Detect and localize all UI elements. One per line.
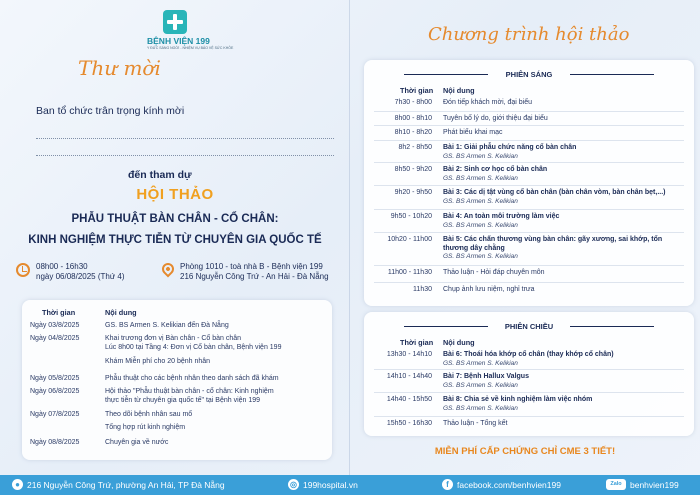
row-divider	[374, 162, 684, 163]
row-divider	[374, 265, 684, 266]
program-time: 7h30 - 8h00	[394, 99, 432, 106]
program-time: 8h00 - 8h10	[394, 115, 432, 122]
row-divider	[374, 392, 684, 393]
row-divider	[374, 185, 684, 186]
row-divider	[374, 369, 684, 370]
row-divider	[374, 111, 684, 112]
program-content	[443, 420, 688, 429]
location-pin-icon	[160, 261, 177, 278]
program-time: 10h20 - 11h00	[387, 236, 432, 243]
talk-title: Bài 3: Các dị tật vùng cổ bàn chân (bàn chân vòm, bàn chân bẹt,...)	[443, 189, 666, 196]
program-item: Chụp ảnh lưu niệm, nghỉ trưa	[443, 286, 535, 293]
session-rule-right	[570, 326, 654, 327]
program-item: Tuyên bố lý do, giới thiệu đại biểu	[443, 115, 548, 122]
program-head-time: Thời gian	[400, 338, 434, 347]
program-time: 9h50 - 10h20	[390, 213, 432, 220]
talk-title: Bài 6: Thoái hóa khớp cổ chân (thay khớp cổ chân)	[443, 351, 614, 358]
talk-title: Bài 8: Chia sẻ về kinh nghiệm làm việc nhóm	[443, 396, 593, 403]
row-divider	[374, 140, 684, 141]
speaker-name: GS. BS Armen S. Kelikian	[443, 359, 518, 367]
program-content	[443, 129, 688, 138]
footer-zalo[interactable]	[606, 479, 679, 491]
schedule-date: Ngày 08/8/2025	[30, 439, 80, 446]
program-content	[443, 166, 688, 183]
topic-line-2: KINH NGHIỆM THỰC TIỄN TỪ CHUYÊN GIA QUỐC TẾ	[28, 234, 322, 246]
zalo-icon: Zalo	[606, 479, 626, 490]
speaker-name: GS. BS Armen S. Kelikian	[443, 152, 518, 160]
program-item: Đón tiếp khách mời, đại biểu	[443, 99, 533, 106]
program-content	[443, 286, 688, 295]
schedule-date: Ngày 05/8/2025	[30, 375, 80, 382]
facebook-text[interactable]: facebook.com/benhvien199	[457, 480, 561, 490]
program-time: 11h00 - 11h30	[387, 269, 432, 276]
program-item: Thảo luận - Tổng kết	[443, 420, 508, 427]
clock-icon	[16, 263, 30, 277]
program-time: 14h40 - 15h50	[386, 396, 432, 403]
afternoon-session	[364, 312, 694, 436]
zalo-text[interactable]: benhvien199	[630, 480, 679, 490]
hospital-cross-icon	[163, 10, 187, 34]
speaker-name: GS. BS Armen S. Kelikian	[443, 381, 518, 389]
location-icon: ●	[12, 479, 23, 490]
session-rule-right	[570, 74, 654, 75]
website-text[interactable]: 199hospital.vn	[303, 480, 358, 490]
row-divider	[374, 232, 684, 233]
program-content	[443, 396, 688, 413]
program-content	[443, 115, 688, 124]
program-time: 8h10 - 8h20	[394, 129, 432, 136]
program-head-content: Nội dung	[443, 338, 475, 347]
program-content	[443, 213, 688, 230]
speaker-name: GS. BS Armen S. Kelikian	[443, 253, 518, 260]
program-content	[443, 373, 688, 390]
schedule-content: Hội thảo "Phẫu thuật bàn chân - cổ chân: Kinh nghiệm thực tiễn từ chuyên gia quốc tế" tại Bệnh viện 199	[105, 388, 274, 404]
program-content	[443, 269, 688, 278]
schedule-content: Khám Miễn phí cho 20 bệnh nhân	[105, 358, 211, 365]
talk-title: Bài 5: Các chấn thương vùng bàn chân: gãy xương, sai khớp, tổn thương dây chằng	[443, 236, 663, 252]
event-type: HỘI THẢO	[136, 186, 214, 203]
morning-session	[364, 60, 694, 306]
schedule-date: Ngày 07/8/2025	[30, 411, 80, 418]
schedule-content: GS. BS Armen S. Kelikian đến Đà Nẵng	[105, 322, 229, 329]
topic-line-1: PHẪU THUẬT BÀN CHÂN - CỔ CHÂN:	[71, 213, 279, 225]
schedule-content: Chuyên gia về nước	[105, 439, 169, 446]
row-divider	[374, 416, 684, 417]
program-item: Thảo luận - Hỏi đáp chuyên môn	[443, 269, 545, 276]
schedule-head-time: Thời gian	[42, 308, 76, 317]
program-content	[443, 99, 688, 108]
facebook-icon: f	[442, 479, 453, 490]
event-time: 08h00 - 16h30	[36, 262, 88, 271]
hospital-logo	[147, 10, 234, 50]
speaker-name: GS. BS Armen S. Kelikian	[443, 197, 518, 205]
schedule-date: Ngày 04/8/2025	[30, 335, 80, 342]
invitation-intro: Ban tổ chức trân trọng kính mời	[36, 105, 185, 117]
talk-title: Bài 2: Sinh cơ học cổ bàn chân	[443, 166, 548, 173]
afternoon-label: PHIÊN CHIỀU	[504, 322, 554, 331]
schedule-content: Theo dõi bệnh nhân sau mổ	[105, 411, 193, 418]
program-item: Phát biểu khai mạc	[443, 129, 503, 136]
schedule-date: Ngày 03/8/2025	[30, 322, 80, 329]
program-head-time: Thời gian	[400, 86, 434, 95]
event-venue-info	[180, 262, 329, 282]
program-time: 13h30 - 14h10	[386, 351, 432, 358]
program-title: Chương trình hội thảo	[428, 24, 630, 45]
program-head-content: Nội dung	[443, 86, 475, 95]
program-time: 8h50 - 9h20	[394, 166, 432, 173]
morning-label: PHIÊN SÁNG	[505, 70, 553, 79]
footer-address	[12, 479, 225, 491]
address-text: 216 Nguyễn Công Trứ, phường An Hải, TP Đà Nẵng	[27, 480, 225, 490]
schedule-content: Khai trương đơn vị Bàn chân - Cổ bàn chân Lúc 8h00 tại Tầng 4: Đơn vị Cổ bàn chân, Bệnh viện 199	[105, 335, 282, 351]
schedule-content: Phẫu thuật cho các bệnh nhân theo danh sách đã khám	[105, 375, 279, 382]
venue-line-2: 216 Nguyễn Công Trứ - An Hải - Đà Nẵng	[180, 272, 329, 281]
speaker-name: GS. BS Armen S. Kelikian	[443, 404, 518, 412]
row-divider	[374, 209, 684, 210]
row-divider	[374, 125, 684, 126]
program-time: 8h2 - 8h50	[398, 144, 432, 151]
schedule-head-content: Nội dung	[105, 308, 137, 317]
schedule-date: Ngày 06/8/2025	[30, 388, 80, 395]
program-time: 9h20 - 9h50	[394, 189, 432, 196]
talk-title: Bài 7: Bệnh Hallux Valgus	[443, 373, 529, 380]
program-time: 14h10 - 14h40	[386, 373, 432, 380]
speaker-name: GS. BS Armen S. Kelikian	[443, 174, 518, 182]
program-time: 15h50 - 16h30	[386, 420, 432, 427]
footer-facebook[interactable]	[442, 479, 561, 491]
venue-line-1: Phòng 1010 - toà nhà B - Bệnh viện 199	[180, 262, 323, 271]
invitation-panel	[0, 0, 350, 475]
invitation-title: Thư mời	[78, 56, 161, 80]
talk-title: Bài 4: An toàn môi trường làm việc	[443, 213, 560, 220]
attend-text: đến tham dự	[128, 169, 192, 181]
speaker-name: GS. BS Armen S. Kelikian	[443, 221, 518, 229]
program-time: 11h30	[413, 286, 432, 293]
program-content	[443, 236, 688, 262]
program-content	[443, 144, 688, 161]
contact-footer	[0, 475, 700, 495]
schedule-content: Tổng hợp rút kinh nghiệm	[105, 424, 186, 431]
program-content	[443, 351, 688, 368]
visit-schedule	[22, 300, 332, 460]
title-blank-line	[36, 155, 334, 156]
name-blank-line	[36, 138, 334, 139]
logo-name: BỆNH VIỆN 199	[147, 36, 210, 46]
globe-icon: ◎	[288, 479, 299, 490]
logo-tagline: Y ĐỨC SÁNG NGỜI - NHIỆM VỤ BẢO VỆ SỨC KHỎE	[147, 46, 234, 50]
program-content	[443, 189, 688, 206]
row-divider	[374, 282, 684, 283]
event-time-info	[36, 262, 125, 282]
talk-title: Bài 1: Giải phẫu chức năng cổ bàn chân	[443, 144, 577, 151]
program-panel	[350, 0, 700, 475]
cme-note: MIỄN PHÍ CẤP CHỨNG CHỈ CME 3 TIẾT!	[434, 446, 616, 457]
event-date: ngày 06/08/2025 (Thứ 4)	[36, 272, 125, 281]
footer-website[interactable]	[288, 479, 358, 491]
